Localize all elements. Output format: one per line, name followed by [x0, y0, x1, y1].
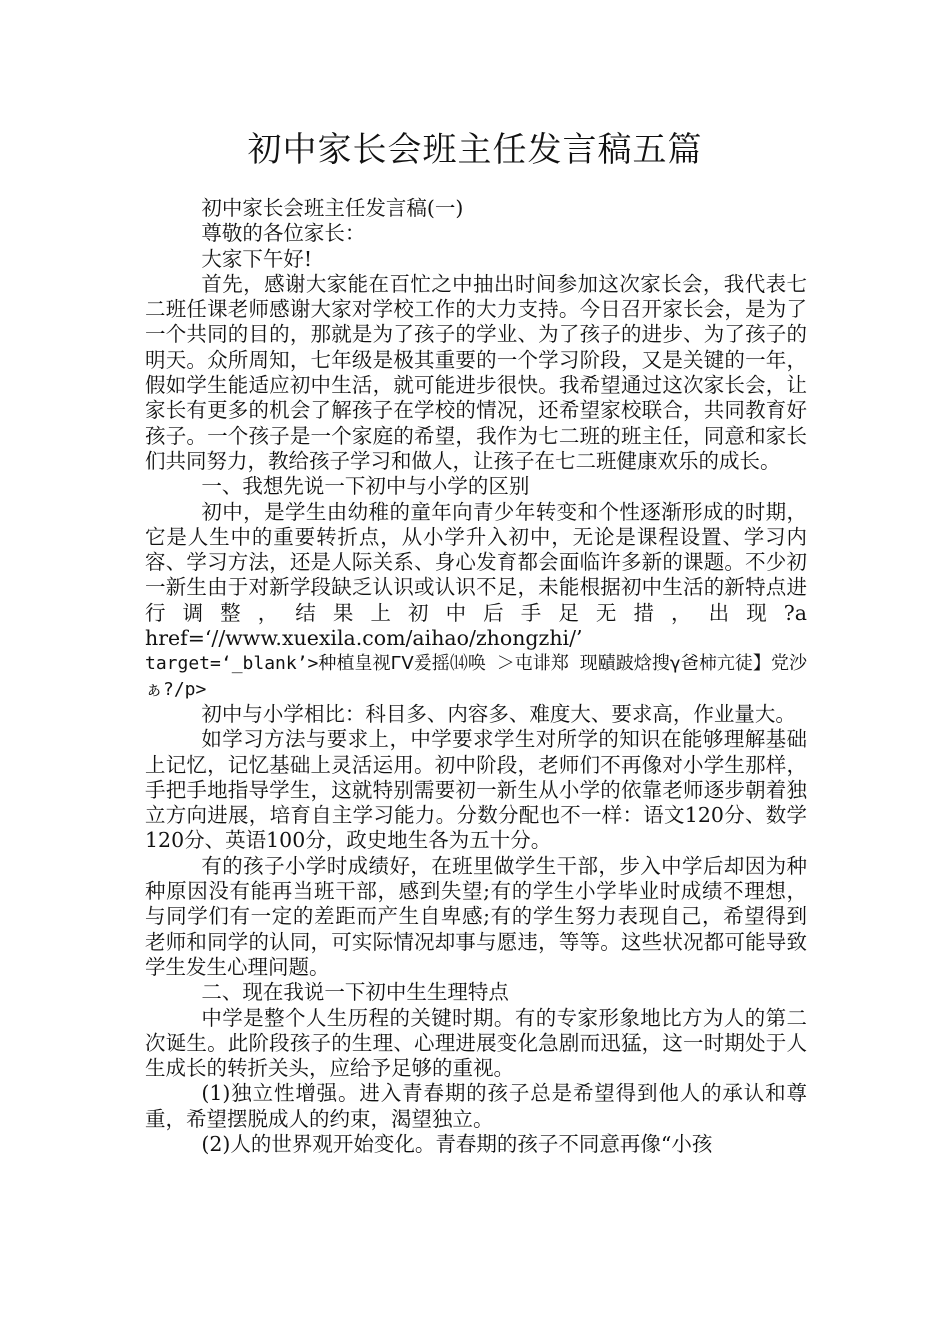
- section-heading: 二、现在我说一下初中生生理特点: [201, 980, 509, 1005]
- list-item: (2)人的世界观开始变化。青春期的孩子不同意再像“小孩: [201, 1131, 713, 1156]
- garbled-line: target=‘_blank’>种植皇视ΓⅤ爰摇⒁唤 ＞屯诽郑 现賾跛焓搜γ爸柿亢徒】党沙ぁ?/p>: [145, 653, 807, 700]
- paragraph: 初中与小学相比：科目多、内容多、难度大、要求高，作业量大。: [201, 701, 796, 726]
- list-item: (1)独立性增强。进入青春期的孩子总是希望得到他人的承认和尊重，希望摆脱成人的约束，渴望独立。: [145, 1081, 807, 1131]
- paragraph: 首先，感谢大家能在百忙之中抽出时间参加这次家长会，我代表七二班任课老师感谢大家对学校工作的大力支持。今日召开家长会，是为了一个共同的目的，那就是为了孩子的学业、为了孩子的进步、为了孩子的明天。众所周知，七年级是极其重要的一个学习阶段，又是关键的一年，假如学生能适应初中生活，就可能进步很快。我希望通过这次家长会，让家长有更多的机会了解孩子在学校的情况，还希望家校联合，共同教育好孩子。一个孩子是一个家庭的希望，我作为七二班的班主任，同意和家长们共同努力，教给孩子学习和做人，让孩子在七二班健康欢乐的成长。: [145, 271, 807, 473]
- paragraph: 如学习方法与要求上，中学要求学生对所学的知识在能够理解基础上记忆，记忆基础上灵活运用。初中阶段，老师们不再像对小学生那样，手把手地指导学生，这就特别需要初一新生从小学的依靠老师逐步朝着独立方向进展，培育自主学习能力。分数分配也不一样：语文120分、数学120分、英语100分，政史地生各为五十分。: [145, 727, 807, 853]
- section-heading: 初中家长会班主任发言稿(一): [201, 196, 464, 220]
- section-heading: 一、我想先说一下初中与小学的区别: [201, 474, 530, 499]
- document-body: [145, 196, 807, 1157]
- salutation: 尊敬的各位家长：: [201, 221, 366, 246]
- paragraph: 有的孩子小学时成绩好，在班里做学生干部，步入中学后却因为种种原因没有能再当班干部，感到失望;有的学生小学毕业时成绩不理想，与同学们有一定的差距而产生自卑感;有的学生努力表现自己，希望得到老师和同学的认同，可实际情况却事与愿违，等等。这些状况都可能导致学生发生心理问题。: [145, 853, 807, 979]
- greeting: 大家下午好!: [201, 246, 313, 271]
- document-title: 初中家长会班主任发言稿五篇: [247, 130, 703, 170]
- paragraph: 初中，是学生由幼稚的童年向青少年转变和个性逐渐形成的时期，它是人生中的重要转折点，从小学升入初中，无论是课程设置、学习内容、学习方法，还是人际关系、身心发育都会面临许多新的课题。不少初一新生由于对新学段缺乏认识或认识不足，未能根据初中生活的新特点进行调整，结果上初中后手足无措，出现?a href=‘//www.xuexila.com/aihao/zhongzhi/’: [145, 499, 807, 651]
- paragraph: 中学是整个人生历程的关键时期。有的专家形象地比方为人的第二次诞生。此阶段孩子的生理、心理进展变化急剧而迅猛，这一时期处于人生成长的转折关头，应给予足够的重视。: [145, 1005, 807, 1081]
